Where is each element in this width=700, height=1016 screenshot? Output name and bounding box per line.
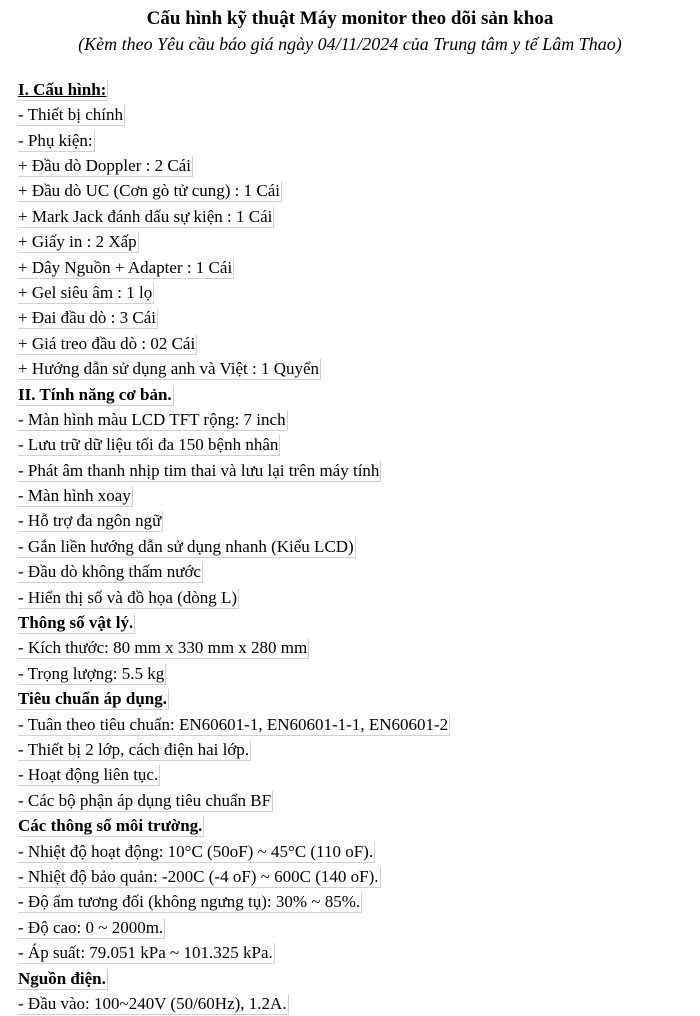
list-item: [18, 458, 688, 483]
list-item-text: - Hỗ trợ đa ngôn ngữ: [18, 511, 162, 531]
section-heading-text: II. Tính năng cơ bản.: [18, 384, 172, 404]
list-item-text: - Các bộ phận áp dụng tiêu chuẩn BF: [18, 790, 272, 810]
section-heading: [18, 966, 688, 991]
list-item-text: + Gel siêu âm : 1 lọ: [18, 282, 153, 302]
list-item: [18, 204, 688, 229]
list-item: [18, 534, 688, 559]
list-item-text: - Nhiệt độ hoạt động: 10°C (50oF) ~ 45°C (110 oF).: [18, 841, 374, 861]
list-item-text: - Thiết bị 2 lớp, cách điện hai lớp.: [18, 739, 250, 759]
list-item-text: - Độ cao: 0 ~ 2000m.: [18, 917, 164, 937]
list-item-text: - Nhiệt độ bảo quản: -200C (-4 oF) ~ 600C (140 oF).: [18, 866, 379, 886]
list-item-text: + Giá treo đầu dò : 02 Cái: [18, 333, 196, 353]
section-heading-text: Các thông số môi trường.: [18, 816, 203, 836]
list-item: [18, 179, 688, 204]
list-item: [18, 712, 688, 737]
section-heading-text: Nguồn điện.: [18, 968, 106, 988]
list-item-text: - Hoạt động liên tục.: [18, 765, 159, 785]
list-item-text: + Đai đầu dò : 3 Cái: [18, 308, 157, 328]
list-item: [18, 128, 688, 153]
document-header: [0, 6, 700, 56]
document-subtitle: (Kèm theo Yêu cầu báo giá ngày 04/11/2024 của Trung tâm y tế Lâm Thao): [78, 34, 622, 54]
list-item-text: - Lưu trữ dữ liệu tối đa 150 bệnh nhân: [18, 435, 279, 455]
list-item: [18, 763, 688, 788]
list-item: [18, 890, 688, 915]
list-item: [18, 432, 688, 457]
list-item: [18, 407, 688, 432]
list-item-text: - Kích thước: 80 mm x 330 mm x 280 mm: [18, 638, 308, 658]
list-item: [18, 559, 688, 584]
list-item-text: - Phụ kiện:: [18, 130, 93, 150]
list-item-text: - Màn hình màu LCD TFT rộng: 7 inch: [18, 409, 286, 429]
list-item: [18, 737, 688, 762]
section-heading: [18, 382, 688, 407]
list-item-text: - Đầu dò không thấm nước: [18, 562, 201, 582]
list-item: [18, 356, 688, 381]
list-item: [18, 102, 688, 127]
list-item-text: - Đầu vào: 100~240V (50/60Hz), 1.2A.: [18, 993, 287, 1013]
list-item: [18, 661, 688, 686]
section-heading-text: Thông số vật lý.: [18, 613, 134, 633]
list-item: [18, 864, 688, 889]
list-item-text: - Áp suất: 79.051 kPa ~ 101.325 kPa.: [18, 943, 273, 963]
list-item: [18, 153, 688, 178]
list-item-text: - Hiển thị số và đồ họa (dòng L): [18, 587, 238, 607]
list-item: [18, 839, 688, 864]
section-heading-text: I. Cấu hình:: [18, 79, 107, 99]
list-item-text: + Hướng dẫn sử dụng anh và Việt : 1 Quyển: [18, 359, 320, 379]
list-item: [18, 306, 688, 331]
section-heading: [18, 813, 688, 838]
list-item: [18, 915, 688, 940]
list-item-text: + Giấy in : 2 Xấp: [18, 232, 137, 252]
list-item-text: - Tuân theo tiêu chuẩn: EN60601-1, EN60601-1-1, EN60601-2: [18, 714, 449, 734]
list-item: [18, 509, 688, 534]
list-item-text: + Đầu dò UC (Cơn gò tử cung) : 1 Cái: [18, 181, 280, 201]
list-item-text: - Màn hình xoay: [18, 486, 131, 506]
document-body: [18, 77, 688, 1016]
list-item-text: - Trọng lượng: 5.5 kg: [18, 663, 165, 683]
list-item-text: - Gắn liền hướng dẫn sử dụng nhanh (Kiểu LCD): [18, 536, 354, 556]
list-item: [18, 636, 688, 661]
section-heading: [18, 610, 688, 635]
list-item: [18, 991, 688, 1016]
list-item: [18, 940, 688, 965]
list-item-text: + Mark Jack đánh dấu sự kiện : 1 Cái: [18, 206, 273, 226]
list-item-text: - Phát âm thanh nhịp tim thai và lưu lại trên máy tính: [18, 460, 380, 480]
list-item: [18, 331, 688, 356]
list-item-text: - Thiết bị chính: [18, 105, 123, 125]
document-title: Cấu hình kỹ thuật Máy monitor theo dõi sản khoa: [146, 8, 554, 29]
list-item: [18, 483, 688, 508]
list-item: [18, 585, 688, 610]
list-item-text: + Dây Nguồn + Adapter : 1 Cái: [18, 257, 233, 277]
section-heading: [18, 77, 688, 102]
section-heading-text: Tiêu chuẩn áp dụng.: [18, 689, 167, 709]
list-item: [18, 788, 688, 813]
list-item: [18, 229, 688, 254]
list-item-text: - Độ ẩm tương đối (không ngưng tụ): 30% ~ 85%.: [18, 892, 361, 912]
list-item-text: + Đầu dò Doppler : 2 Cái: [18, 156, 191, 175]
section-heading: [18, 686, 688, 711]
list-item: [18, 280, 688, 305]
list-item: [18, 255, 688, 280]
